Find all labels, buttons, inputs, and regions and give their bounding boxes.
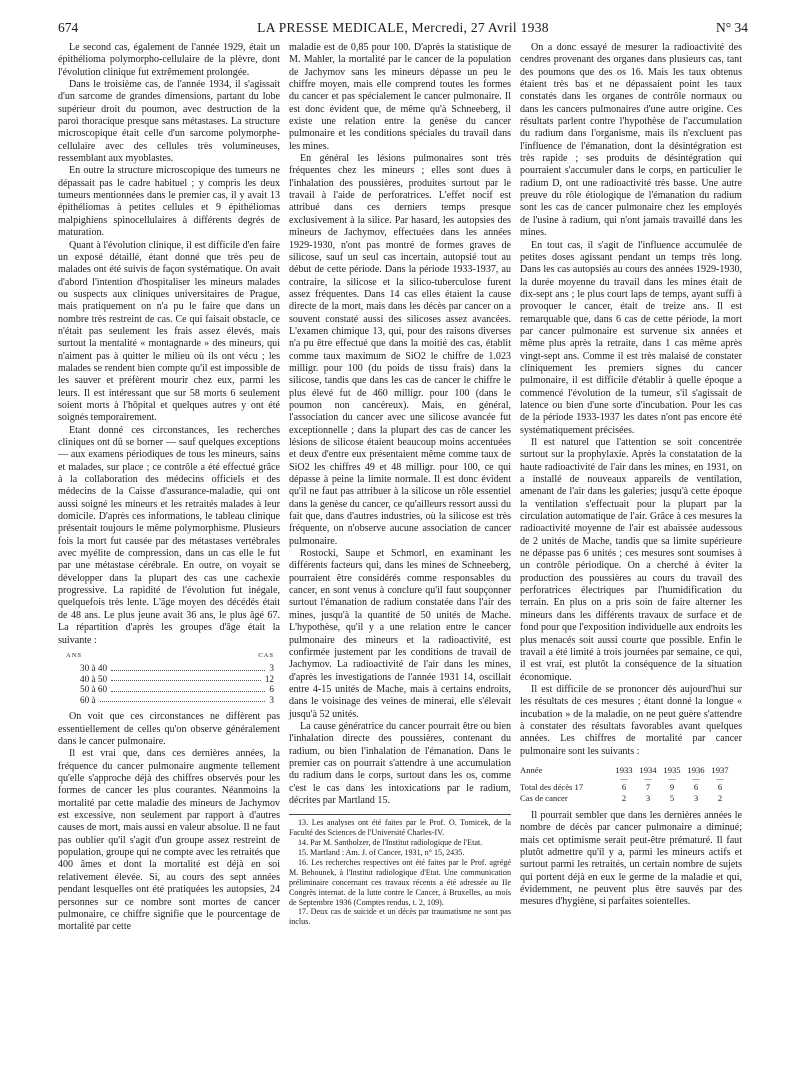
dash: — [692,774,700,783]
paragraph: Dans le troisième cas, de l'année 1934, il s'agissait d'un sarcome de grandes dimensions, partant du lobe supérieur droit du poumon, avec destruction de la paroi thoracique presque sans métastases. La structure microscopique était celle d'un sarcome polymorphe-cellulaire avec des cellules très volumineuses, ressemblant aux myoblastes. [58,79,280,165]
journal-title: LA PRESSE MEDICALE, Mercredi, 27 Avril 1938 [257,20,549,35]
table-cell: 7 [645,781,651,792]
dot-leader [111,663,265,671]
paragraph: En outre la structure microscopique des tumeurs ne dépassait pas le cadre habituel ; y compris les deux tumeurs mentionnées dans le premier cas, il y avait 13 épithéliomas à petites cellules et 9 épithéliomas malpighiens spinocellulaires à différents degrés de maturation. [58,165,280,239]
table-row [520,793,742,804]
case-count: 3 [269,663,274,674]
footnote-16: 16. Les recherches respectives ont été faites par le Prof. agrégé M. Behounek, à l'Institut radiologique d'Etat. Une communication préliminaire concernant ces travaux récents a été adressée au IIe Congrès internat. de la lutte contre le Cancer, à Bruxelles, au mois de Septembre 1936 (Comptes rendus, t. 2, 109). [289,857,511,907]
column-1 [58,42,280,934]
case-count: 3 [269,694,274,705]
paragraph: Etant donné ces circonstances, les recherches cliniques ont dû se borner — sauf quelques exceptions — aux examens périodiques de tous les mineurs, sains et malades, sur place ; ce contrôle a été effectué grâce à la collaboration des médecins officiels et des médecins de la Caisse d'assurance-maladie, qui ont aussi soigné les mineurs et les retraités malades à leur domicile. D'après ces informations, le tableau clinique présentait toujours le même polymorphisme. Plusieurs fois la mort fut causée par des métastases vertébrales avec myélite de compression, dans un cas elle le fut par une métastase cérébrale. En outre, on voyait se développer dans la plupart des cas une cachexie progressive. La rapidité de l'évolution fut inégale, quelquefois très lente. L'âge moyen des décédés était de 48 ans. Le plus jeune avait 36 ans, le plus âgé 67. La répartition d'après les groupes d'âge était la suivante : [58,424,280,646]
paragraph: La cause génératrice du cancer pourrait être ou bien l'inhalation directe des poussières, contenant du radium, ou bien l'inhalation de l'émanation. Dans le premier cas on pourrait s'attendre à une accumulation du radium dans le corps, surtout dans les os, comme c'est le cas dans les intoxications par le radium, décrites par Martland 15. [289,720,511,806]
age-range: 50 à 60 [80,684,108,695]
table-row [58,674,280,685]
footnote-14: 14. Par M. Santholzer, de l'Institut radiologique de l'Etat. [298,838,483,848]
age-distribution-table [58,651,280,706]
footnote-15: 15. Martland : Am. J. of Cancer, 1931, n° 15, 2435. [298,848,465,858]
column-header-cas: CAS [258,651,274,659]
dot-leader [111,684,265,692]
year-cell: 1936 [687,764,705,775]
dash: — [644,774,652,783]
table-header-row [520,765,742,776]
column-header-ans: ANS [66,651,83,659]
page-number: 674 [58,20,79,35]
paragraph: Quant à l'évolution clinique, il est difficile d'en faire un exposé détaillé, étant donné que très peu de malades ont été suivis de façon systématique. On avait d'abord l'intention d'hospitaliser les mineurs malades ou suspects aux cliniques universitaires de Prague, mais pratiquement on n'a pu le faire que dans un nombre très restreint de cas. Ce qui faisait obstacle, ce n'était pas seulement les frais assez élevés, mais surtout la mentalité « montagnarde » des mineurs, qui n'aiment pas à quitter le milieu où ils ont vécu ; les malades se rendent bien compte qu'il est impossible de les sauver et préfèrent mourir chez eux, parmi les leurs. Il est intéressant que sur 58 morts 6 seulement soient morts à l'hôpital et quelques autres y ont été soignés temporairement. [58,239,280,424]
table-header [58,651,280,664]
footnotes [289,814,511,927]
column-2 [289,42,511,927]
row-label: Année [520,764,543,775]
paragraph: Il est vrai que, dans ces dernières années, la fréquence du cancer pulmonaire augmente tellement qu'elle s'approche déjà des chiffres observés pour les formes de cancer les plus courantes. Néanmoins la mortalité par cette maladie des mineurs de Jachymov est excessive, non seulement par rapport à d'autres causes de mort, mais aussi en valeur absolue. Il ne faut pas oublier qu'il s'agit d'un groupe assez restreint de population, groupe qui ne compte avec les retraités que 400 âmes et dont la mortalité est déjà en soi relativement élevée. Si, au cours des sept années pendant lesquelles ont été pratiquées les autopsies, 24 personnes sur ce nombre sont mortes de cancer pulmonaire, ce chiffre signifie que le pourcentage de mortalité par cette [58,748,280,933]
footnote-13: 13. Les analyses ont été faites par le Prof. O. Tomicek, de la Faculté des Sciences de l'Université Charles-IV. [289,818,511,838]
row-label: Cas de cancer [520,792,568,803]
age-range: 30 à 40 [80,663,108,674]
table-cell: 2 [621,792,627,803]
case-count: 12 [264,673,274,684]
table-cell: 3 [645,792,651,803]
table-row [58,663,280,674]
table-row [58,695,280,706]
table-cell: 2 [717,792,723,803]
year-cell: 1934 [639,764,657,775]
dash: — [620,774,628,783]
age-range: 40 à 50 [80,673,108,684]
paragraph: En général les lésions pulmonaires sont très fréquentes chez les mineurs ; elles sont dues à l'inhalation des poussières, produites surtout par le travail à l'aide de perforatrices. L'effet nocif est attribué dans ces derniers temps presque exclusivement à la silice. Par hasard, les autopsies des mineurs de Jachymov, effectuées dans les années 1929-1930, n'ont pas montré de formes graves de silicose, sauf un seul cas incertain, autopsié tout au début de cette période. Dans la période 1933-1937, au contraire, la silicose et la silico-tuberculose furent assez fréquentes. Dans 14 cas elles étaient la cause directe de la mort, mais dans les décès par cancer on a souvent constaté aussi des silicoses assez avancées. L'examen chimique 13, qui, pour des raisons diverses n'a pu être effectué que dans la moitié des cas, établit comme taux maximum de SiO2 le chiffre de 1.023 milligr. pour 100 (du poids de tissu frais) dans la silicose, tandis que dans les cas de cancer le chiffre le plus élevé fut de 460 milligr. pour 100 (dans le poumon non cancéreux). Mais, en général, l'association du cancer avec une silicose avancée fut exceptionnelle ; dans la plupart des cas de cancer les lésions de silicose étaient beaucoup moins accentuées et deux d'entre eux présentaient même comme taux de SiO2 les chiffres 49 et 48 milligr. pour 100, ce qui dépasse à peine la limite normale. Il est donc évident qu'il ne faut pas attribuer à la silicose un rôle essentiel dans la genèse du cancer, ce qu'ailleurs ressort aussi du fait que, dans d'autres industries, où la silicose est très fréquente, on n'observe aucune association de cancer pulmonaire. [289,153,511,547]
table-cell: 3 [693,792,699,803]
table-cell: 5 [669,792,675,803]
paragraph: Il pourrait sembler que dans les dernières années le nombre de décès par cancer pulmonaire a diminué; mais cet optimisme serait peut-être prématuré. Il faut plutôt admettre qu'il y a, parmi les mineurs actifs et surtout parmi les retraités, un certain nombre de sujets qui portent déjà en eux le germe de la maladie et qui, évidemment, ne peuvent plus être sauvés par des mesures d'hygiène, si parfaites soientelles. [520,809,742,908]
table-row [520,782,742,793]
case-count: 6 [269,684,274,695]
column-3 [520,42,742,909]
year-cell: 1937 [711,764,729,775]
paragraph: En tout cas, il s'agit de l'influence accumulée de petites doses agissant pendant un temps très long. Dans les cas autopsiés au cours des années 1929-1930, la durée moyenne du travail dans les mines était de dix-sept ans ; le plus court laps de temps, ayant suffi à provoquer le cancer, était de treize ans. Il est remarquable que, dans 6 cas de cette période, la mort par cancer pulmonaire est survenue six années et même plus après la retraite, dans 1 cas même après vingt-sept ans. Comme il est très malaisé de constater cliniquement les premiers signes du cancer pulmonaire, il est difficile d'établir à quelle époque a commencé l'évolution de la tumeur, s'il s'agissait de latence ou bien d'une sorte d'incubation. Pour les cas de la période 1933-1937 les dates n'ont pas encore été systématiquement précisées. [520,239,742,436]
paragraph: Il est naturel que l'attention se soit concentrée surtout sur la prophylaxie. Après la constatation de la haute radioactivité de l'air dans les mines, en 1931, on a installé de nouveaux appareils de ventilation, amenant de l'air dans les galeries; jusqu'à cette époque la ventilation s'effectuait pour la plupart par la circulation automatique de l'air. Grâce à ces mesures la radioactivité moyenne de l'air est abaissée audessous de 2 unités de Mache, tandis que sa limite supérieure ne dépasse pas 6 unités ; ces mesures sont soumises à un contrôle périodique. On a cherché à éviter la production des poussières au cours du travail des perforatrices électriques par l'humidification du terrain. En plus on a pris soin de faire alterner les mineurs dans les différents travaux de surface et de fond pour que l'exposition individuelle aux endroits les plus menacés soit aussi courte que possible. Enfin le travail a été limité à trois journées par semaine, ce qui, il est vrai, est plutôt la conséquence de la situation économique. [520,437,742,683]
year-cell: 1933 [615,764,633,775]
table-row [58,684,280,695]
year-cell: 1935 [663,764,681,775]
dash: — [668,774,676,783]
table-cell: 9 [669,781,675,792]
paragraph: On voit que ces circonstances ne diffèrent pas essentiellement de celles qu'on observe généralement dans le cancer pulmonaire. [58,711,280,748]
mortality-table [520,765,742,804]
table-cell: 6 [717,781,723,792]
issue-number: N° 34 [715,20,748,35]
paragraph: Rostocki, Saupe et Schmorl, en examinant les différents facteurs qui, dans les mines de Schneeberg, pourraient être considérés comme responsables du cancer, en sont venus à conclure qu'il faut soupçonner surtout l'émanation de radium constatée dans l'air des mines, jusqu'à la quantité de 50 unités de Mache. L'hypothèse, qu'il y a une relation entre le cancer pulmonaire des mineurs et la radioactivité, est confirmée justement par les conditions de travail de Jachymov. La radioactivité de l'air dans les mines, d'après les investigations de l'année 1931 14, oscillait entre 4-15 unités de Mache, mais à certains endroits, dans le voisinage des veines de minerai, elle s'élevait jusqu'à 52 unités. [289,548,511,720]
age-range: 60 à [80,694,96,705]
paragraph: On a donc essayé de mesurer la radioactivité des cendres provenant des organes dans plusieurs cas, tant des poumons que des os 16. Mais les taux obtenus étaient très bas et ne dépassaient point les taux constatés dans les organes de contrôle normaux ou dans les cancers pulmonaires d'une autre origine. Ces résultats parlent contre l'hypothèse de l'accumulation du radium dans l'organisme, mais ils n'excluent pas l'influence de l'émanation, dont la désintégration est très rapide ; ses produits de désintégration qui pourraient s'accumuler dans le corps, en particulier le radium D, ont une radioactivité très basse. Une autre preuve du rôle étiologique de l'émanation du radium sont les cas de cancer pulmonaire chez les employés de l'usine à radium, qui n'ont jamais travaillé dans les mines. [520,42,742,239]
dash: — [716,774,724,783]
table-cell: 6 [621,781,627,792]
footnote-17: 17. Deux cas de suicide et un décès par traumatisme ne sont pas inclus. [289,907,511,927]
paragraph: maladie est de 0,85 pour 100. D'après la statistique de M. Mahler, la mortalité par le cancer de la population de Jachymov sans les mineurs dépasse un peu le chiffre moyen, mais elle comprend toutes les formes du cancer et pas spécialement le cancer pulmonaire. Il est donc évident que, de même qu'à Schneeberg, il existe une relation entre la genèse du cancer pulmonaire et les conditions spéciales du travail dans les mines. [289,42,511,152]
page-header [58,20,748,38]
table-cell: 6 [693,781,699,792]
row-label: Total des décès 17 [520,781,584,792]
dot-leader [111,674,261,682]
dot-leader [100,695,266,703]
paragraph: Il est difficile de se prononcer dès aujourd'hui sur les résultats de ces mesures ; étant donné la longue « incubation » de la maladie, on ne peut guère s'attendre à constater des résultats favorables avant quelques années. Les chiffres de mortalité par cancer pulmonaire sont les suivants : [520,683,742,757]
paragraph: Le second cas, également de l'année 1929, était un épithélioma polymorpho-cellulaire de la plèvre, dont l'évolution clinique fut extrêmement prolongée. [58,42,280,78]
